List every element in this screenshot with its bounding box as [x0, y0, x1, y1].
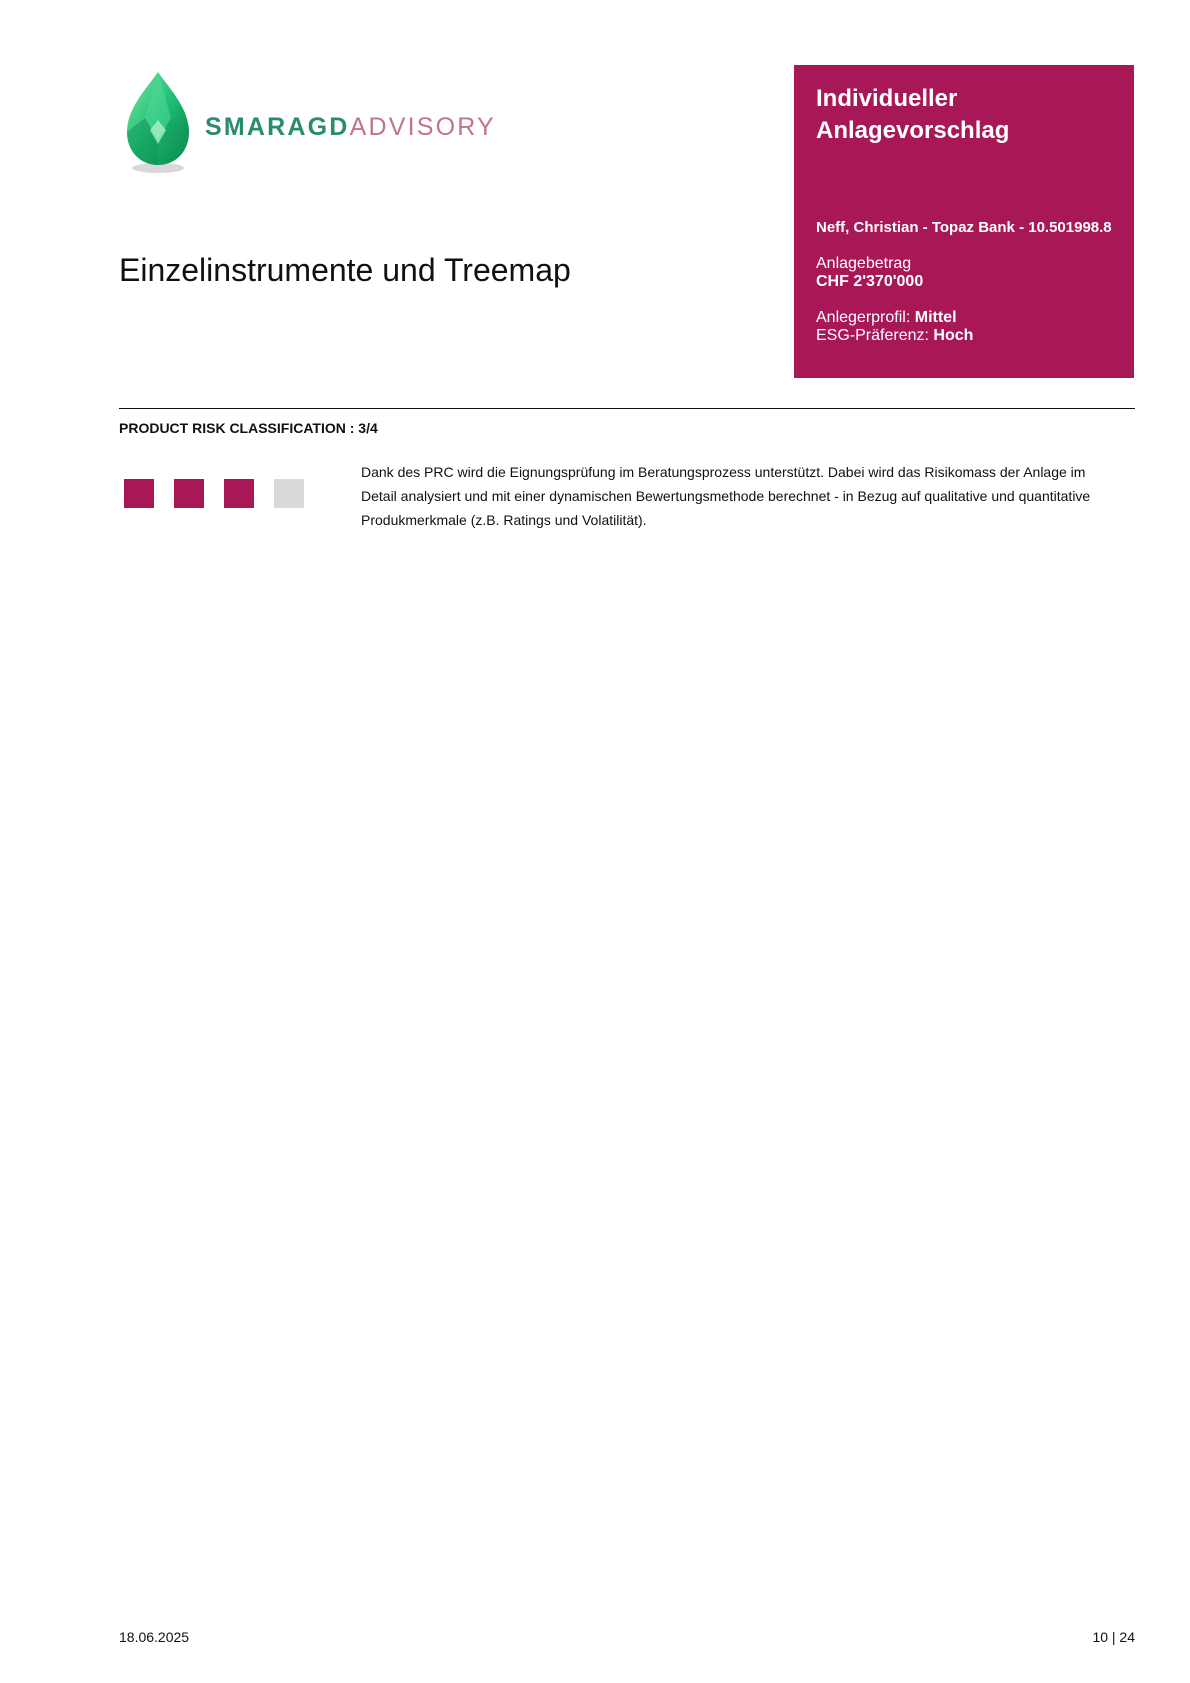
- risk-level-indicator: [124, 479, 304, 508]
- footer-date: 18.06.2025: [119, 1629, 190, 1645]
- risk-square-2: [174, 479, 204, 508]
- amount-value: CHF 2'370'000: [816, 273, 924, 290]
- esg-value: Hoch: [933, 327, 974, 344]
- profile-value: Mittel: [914, 309, 957, 326]
- risk-square-1: [124, 479, 154, 508]
- emerald-gem-icon: [123, 70, 193, 175]
- brand-name-part2: ADVISORY: [349, 113, 496, 141]
- amount-label: Anlagebetrag: [816, 255, 912, 272]
- proposal-info-box: [794, 65, 1134, 378]
- proposal-title: Individueller Anlagevorschlag: [816, 85, 1010, 144]
- brand-name: [205, 112, 496, 142]
- client-identifier: Neff, Christian - Topaz Bank - 10.501998.8: [816, 219, 1112, 236]
- brand-name-part1: SMARAGD: [205, 113, 350, 141]
- profile-label: Anlegerprofil:: [816, 309, 911, 326]
- company-logo: [118, 70, 496, 180]
- risk-square-4: [274, 479, 304, 508]
- investor-profile: [816, 309, 1112, 327]
- esg-label: ESG-Präferenz:: [816, 327, 929, 344]
- prc-description: Dank des PRC wird die Eignungsprüfung im Beratungsprozess unterstützt. Dabei wird das Risikomass der Anlage im Detail analysiert und mit einer dynamischen Bewertungsmethode berechnet - in Bezug auf qualitative und quantitative Produkmerkmale (z.B. Ratings und Volatilität).: [361, 464, 1091, 528]
- risk-square-3: [224, 479, 254, 508]
- prc-heading: PRODUCT RISK CLASSIFICATION : 3/4: [119, 420, 378, 436]
- section-divider: [119, 408, 1135, 409]
- page-title: Einzelinstrumente und Treemap: [119, 252, 571, 288]
- esg-preference: [816, 327, 1112, 345]
- page-number: 10 | 24: [1092, 1629, 1135, 1645]
